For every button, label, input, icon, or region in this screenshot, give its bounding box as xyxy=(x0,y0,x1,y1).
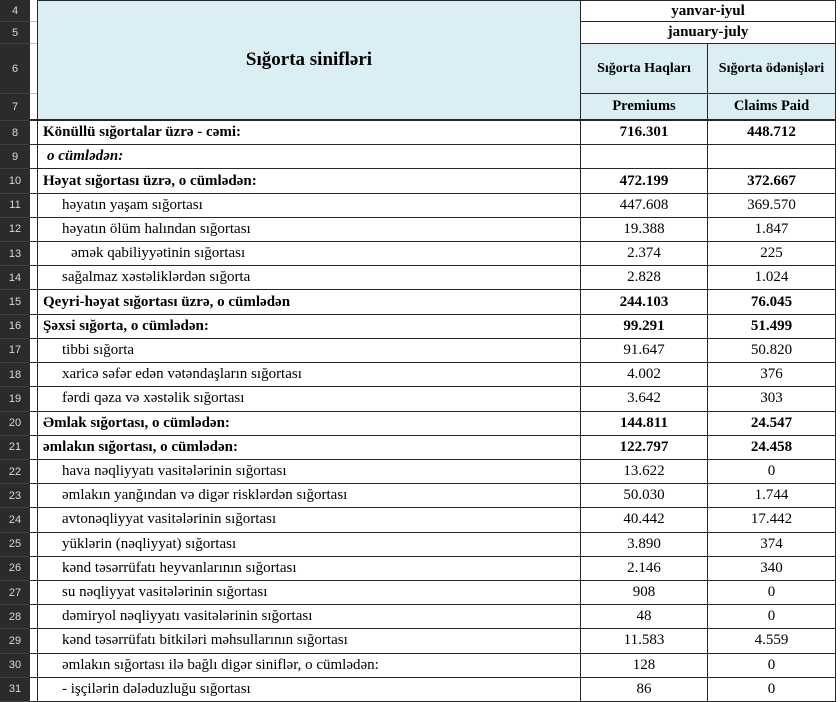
row-header[interactable]: 31 xyxy=(0,678,30,702)
row-header[interactable]: 16 xyxy=(0,315,30,339)
row-header[interactable]: 30 xyxy=(0,654,30,678)
row-header[interactable]: 15 xyxy=(0,290,30,314)
row-header[interactable]: 18 xyxy=(0,363,30,387)
spacer-cell xyxy=(30,44,37,94)
spacer-cell xyxy=(30,387,37,411)
row-header[interactable]: 20 xyxy=(0,412,30,436)
cell-premiums[interactable]: 472.199 xyxy=(580,169,707,193)
spacer-cell xyxy=(30,484,37,508)
cell-premiums[interactable]: 447.608 xyxy=(580,194,707,218)
row-header[interactable]: 26 xyxy=(0,557,30,581)
cell-claims[interactable]: 4.559 xyxy=(707,629,836,653)
spacer-cell xyxy=(30,169,37,193)
cell-claims[interactable]: 374 xyxy=(707,533,836,557)
spacer-cell xyxy=(30,121,37,145)
spacer-cell xyxy=(30,339,37,363)
row-header[interactable]: 14 xyxy=(0,266,30,290)
cell-premiums[interactable]: 48 xyxy=(580,605,707,629)
cell-label[interactable]: kənd təsərrüfatı bitkiləri məhsullarının sığortası xyxy=(37,629,580,653)
spacer-cell xyxy=(30,581,37,605)
cell-claims[interactable] xyxy=(707,145,836,169)
cell-premiums[interactable]: 144.811 xyxy=(580,412,707,436)
spacer-cell xyxy=(30,508,37,532)
cell-label[interactable]: Şəxsi sığorta, o cümlədən: xyxy=(37,315,580,339)
cell-premiums[interactable]: 2.146 xyxy=(580,557,707,581)
cell-label[interactable]: Qeyri-həyat sığortası üzrə, o cümlədən xyxy=(37,290,580,314)
cell-claims[interactable]: 303 xyxy=(707,387,836,411)
spacer-cell xyxy=(30,22,37,44)
row-header[interactable]: 8 xyxy=(0,121,30,145)
cell-claims[interactable]: 1.744 xyxy=(707,484,836,508)
row-header[interactable]: 11 xyxy=(0,194,30,218)
claims-header-en[interactable]: Claims Paid xyxy=(707,94,836,121)
cell-claims[interactable]: 1.847 xyxy=(707,218,836,242)
spacer-cell xyxy=(30,363,37,387)
cell-premiums[interactable]: 50.030 xyxy=(580,484,707,508)
spacer-cell xyxy=(30,315,37,339)
cell-premiums[interactable]: 122.797 xyxy=(580,436,707,460)
cell-claims[interactable]: 50.820 xyxy=(707,339,836,363)
spacer-cell xyxy=(30,654,37,678)
cell-premiums[interactable]: 40.442 xyxy=(580,508,707,532)
spacer-cell xyxy=(30,290,37,314)
cell-label[interactable]: su nəqliyyat vasitələrinin sığortası xyxy=(37,581,580,605)
cell-premiums[interactable] xyxy=(580,145,707,169)
cell-claims[interactable]: 369.570 xyxy=(707,194,836,218)
row-header[interactable]: 10 xyxy=(0,169,30,193)
spacer-cell xyxy=(30,412,37,436)
cell-claims[interactable]: 376 xyxy=(707,363,836,387)
cell-claims[interactable]: 372.667 xyxy=(707,169,836,193)
spacer-cell xyxy=(30,194,37,218)
cell-label[interactable]: Könüllü sığortalar üzrə - cəmi: xyxy=(37,121,580,145)
spacer-cell xyxy=(30,605,37,629)
cell-premiums[interactable]: 2.374 xyxy=(580,242,707,266)
cell-label[interactable]: o cümlədən: xyxy=(37,145,580,169)
cell-claims[interactable]: 340 xyxy=(707,557,836,581)
spacer-cell xyxy=(30,266,37,290)
cell-label[interactable]: - işçilərin dələduzluğu sığortası xyxy=(37,678,580,702)
spacer-cell xyxy=(30,242,37,266)
cell-claims[interactable]: 24.547 xyxy=(707,412,836,436)
row-header[interactable]: 12 xyxy=(0,218,30,242)
cell-claims[interactable]: 24.458 xyxy=(707,436,836,460)
spacer-cell xyxy=(30,218,37,242)
cell-premiums[interactable]: 4.002 xyxy=(580,363,707,387)
cell-label[interactable]: avtonəqliyyat vasitələrinin sığortası xyxy=(37,508,580,532)
cell-premiums[interactable]: 3.642 xyxy=(580,387,707,411)
cell-label[interactable]: fərdi qəza və xəstəlik sığortası xyxy=(37,387,580,411)
period-en-cell[interactable]: january-july xyxy=(580,22,836,44)
cell-premiums[interactable]: 3.890 xyxy=(580,533,707,557)
cell-premiums[interactable]: 99.291 xyxy=(580,315,707,339)
cell-label[interactable]: əmlakın sığortası ilə bağlı digər siniflər, o cümlədən: xyxy=(37,654,580,678)
cell-premiums[interactable]: 13.622 xyxy=(580,460,707,484)
cell-label[interactable]: Əmlak sığortası, o cümlədən: xyxy=(37,412,580,436)
cell-label[interactable]: Həyat sığortası üzrə, o cümlədən: xyxy=(37,169,580,193)
classes-header-cell[interactable]: Sığorta sinifləri xyxy=(37,0,580,121)
row-header[interactable]: 7 xyxy=(0,94,30,121)
cell-premiums[interactable]: 86 xyxy=(580,678,707,702)
premiums-header-en[interactable]: Premiums xyxy=(580,94,707,121)
period-az-cell[interactable]: yanvar-iyul xyxy=(580,0,836,22)
cell-claims[interactable]: 76.045 xyxy=(707,290,836,314)
spacer-cell xyxy=(30,533,37,557)
row-header[interactable]: 24 xyxy=(0,508,30,532)
row-header[interactable]: 6 xyxy=(0,44,30,94)
row-header[interactable]: 27 xyxy=(0,581,30,605)
cell-claims[interactable]: 17.442 xyxy=(707,508,836,532)
cell-claims[interactable]: 448.712 xyxy=(707,121,836,145)
sheet-background-sliver xyxy=(836,0,840,702)
cell-claims[interactable]: 0 xyxy=(707,581,836,605)
cell-premiums[interactable]: 11.583 xyxy=(580,629,707,653)
cell-label[interactable]: kənd təsərrüfatı heyvanlarının sığortası xyxy=(37,557,580,581)
cell-claims[interactable]: 0 xyxy=(707,654,836,678)
cell-premiums[interactable]: 244.103 xyxy=(580,290,707,314)
cell-label[interactable]: yüklərin (nəqliyyat) sığortası xyxy=(37,533,580,557)
row-header[interactable]: 29 xyxy=(0,629,30,653)
spacer-cell xyxy=(30,145,37,169)
cell-label[interactable]: həyatın yaşam sığortası xyxy=(37,194,580,218)
row-header[interactable]: 9 xyxy=(0,145,30,169)
cell-claims[interactable]: 0 xyxy=(707,605,836,629)
cell-premiums[interactable]: 128 xyxy=(580,654,707,678)
spacer-cell xyxy=(30,94,37,121)
cell-premiums[interactable]: 91.647 xyxy=(580,339,707,363)
cell-label[interactable]: sağalmaz xəstəliklərdən sığorta xyxy=(37,266,580,290)
cell-label[interactable]: dəmiryol nəqliyyatı vasitələrinin sığortası xyxy=(37,605,580,629)
cell-label[interactable]: tibbi sığorta xyxy=(37,339,580,363)
spacer-cell xyxy=(30,557,37,581)
spacer-cell xyxy=(30,678,37,702)
cell-claims[interactable]: 225 xyxy=(707,242,836,266)
cell-premiums[interactable]: 908 xyxy=(580,581,707,605)
cell-claims[interactable]: 1.024 xyxy=(707,266,836,290)
cell-label[interactable]: hava nəqliyyatı vasitələrinin sığortası xyxy=(37,460,580,484)
spacer-cell xyxy=(30,460,37,484)
row-header[interactable]: 17 xyxy=(0,339,30,363)
row-header[interactable]: 22 xyxy=(0,460,30,484)
row-header[interactable]: 25 xyxy=(0,533,30,557)
cell-label[interactable]: xaricə səfər edən vətəndaşların sığortası xyxy=(37,363,580,387)
spacer-cell xyxy=(30,629,37,653)
spacer-cell xyxy=(30,436,37,460)
premiums-header-az[interactable]: Sığorta Haqları xyxy=(580,44,707,94)
cell-claims[interactable]: 0 xyxy=(707,460,836,484)
row-header[interactable]: 5 xyxy=(0,22,30,44)
cell-claims[interactable]: 0 xyxy=(707,678,836,702)
row-header[interactable]: 4 xyxy=(0,0,30,22)
cell-label[interactable]: əmlakın sığortası, o cümlədən: xyxy=(37,436,580,460)
spacer-cell xyxy=(30,0,37,22)
cell-label[interactable]: əmək qabiliyyətinin sığortası xyxy=(37,242,580,266)
cell-premiums[interactable]: 2.828 xyxy=(580,266,707,290)
row-header[interactable]: 23 xyxy=(0,484,30,508)
row-header[interactable]: 21 xyxy=(0,436,30,460)
row-header[interactable]: 13 xyxy=(0,242,30,266)
cell-premiums[interactable]: 19.388 xyxy=(580,218,707,242)
cell-label[interactable]: əmlakın yanğından və digər risklərdən sığortası xyxy=(37,484,580,508)
row-header[interactable]: 19 xyxy=(0,387,30,411)
cell-claims[interactable]: 51.499 xyxy=(707,315,836,339)
row-header[interactable]: 28 xyxy=(0,605,30,629)
claims-header-az[interactable]: Sığorta ödənişləri xyxy=(707,44,836,94)
cell-premiums[interactable]: 716.301 xyxy=(580,121,707,145)
cell-label[interactable]: həyatın ölüm halından sığortası xyxy=(37,218,580,242)
